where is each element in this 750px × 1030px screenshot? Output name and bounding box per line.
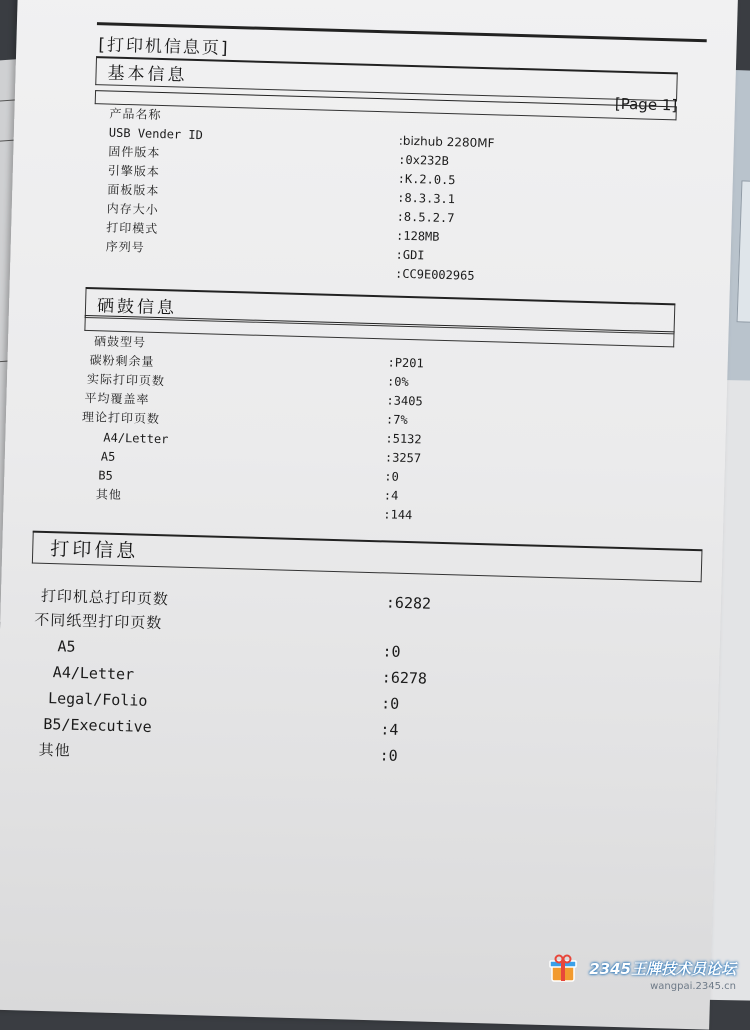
basic-label-firmware: 固件版本 xyxy=(108,145,160,160)
drum-value-7: :0 xyxy=(384,469,399,483)
drum-value-1: :P201 xyxy=(387,355,424,370)
watermark-brand: 2345王牌技术员论坛 xyxy=(589,958,736,979)
basic-label-memory: 内存大小 xyxy=(107,202,159,217)
drum-info-title: 硒鼓信息 xyxy=(97,291,178,318)
print-label-total-pages: 打印机总打印页数 xyxy=(41,587,169,609)
print-label-a4-letter: A4/Letter xyxy=(53,663,135,683)
page-number: [Page 1] xyxy=(615,95,678,115)
drum-value-2: :0% xyxy=(387,374,409,389)
basic-value-7: :GDI xyxy=(395,248,424,263)
basic-value-6: :128MB xyxy=(396,229,440,244)
drum-value-3: :3405 xyxy=(386,393,423,408)
basic-value-serial-number: :CC9E002965 xyxy=(395,267,475,283)
background-box xyxy=(737,180,750,323)
basic-value-3: :K.2.0.5 xyxy=(398,172,456,188)
basic-value-5: :8.5.2.7 xyxy=(396,210,454,226)
drum-value-5: :5132 xyxy=(385,431,422,446)
print-value-b5-executive: :4 xyxy=(380,720,399,738)
drum-label-actual-pages: 实际打印页数 xyxy=(87,372,165,388)
print-info-title: 打印信息 xyxy=(50,534,139,563)
print-value-a4-letter: :6278 xyxy=(382,668,428,687)
print-value-legal-folio: :0 xyxy=(381,694,400,712)
drum-label-toner-remaining: 碳粉剩余量 xyxy=(89,353,154,369)
print-value-a5: :0 xyxy=(382,642,401,660)
print-value-total-pages: :6282 xyxy=(386,593,432,612)
drum-label-model: 硒鼓型号 xyxy=(94,334,146,349)
drum-value-4: :7% xyxy=(386,412,408,427)
print-label-legal-folio: Legal/Folio xyxy=(48,689,148,710)
basic-label-engine: 引擎版本 xyxy=(108,164,160,179)
drum-value-6: :3257 xyxy=(385,450,422,465)
forum-watermark xyxy=(546,951,736,992)
basic-label-serial: 序列号 xyxy=(106,240,145,255)
print-label-b5-executive: B5/Executive xyxy=(43,715,152,736)
gift-box-logo-icon xyxy=(546,951,580,985)
print-label-by-paper-type: 不同纸型打印页数 xyxy=(34,611,162,633)
print-label-other: 其他 xyxy=(38,741,71,760)
basic-label-product-name: 产品名称 xyxy=(109,107,161,122)
basic-value-4: :8.3.3.1 xyxy=(397,191,455,207)
basic-info-title: 基本信息 xyxy=(107,58,188,85)
basic-label-print-mode: 打印模式 xyxy=(106,221,158,236)
basic-label-usb-vender-id: USB Vender ID xyxy=(109,126,203,143)
drum-value-8: :4 xyxy=(384,488,399,502)
basic-value-model: :bizhub 2280MF xyxy=(399,134,495,151)
drum-label-other: 其他 xyxy=(96,487,122,502)
drum-label-a4-letter: A4/Letter xyxy=(103,431,168,447)
basic-value-2: :0x232B xyxy=(398,153,449,168)
drum-label-avg-coverage: 平均覆盖率 xyxy=(84,391,149,407)
drum-label-a5: A5 xyxy=(101,449,116,463)
watermark-url: wangpai.2345.cn xyxy=(546,981,736,992)
print-value-other: :0 xyxy=(379,746,398,764)
basic-label-panel: 面板版本 xyxy=(107,183,159,198)
drum-label-b5: B5 xyxy=(98,468,113,482)
drum-label-theoretical-pages: 理论打印页数 xyxy=(82,410,160,426)
drum-value-9: :144 xyxy=(383,507,412,522)
page-title: [打印机信息页] xyxy=(98,30,230,59)
print-label-a5: A5 xyxy=(57,637,76,655)
